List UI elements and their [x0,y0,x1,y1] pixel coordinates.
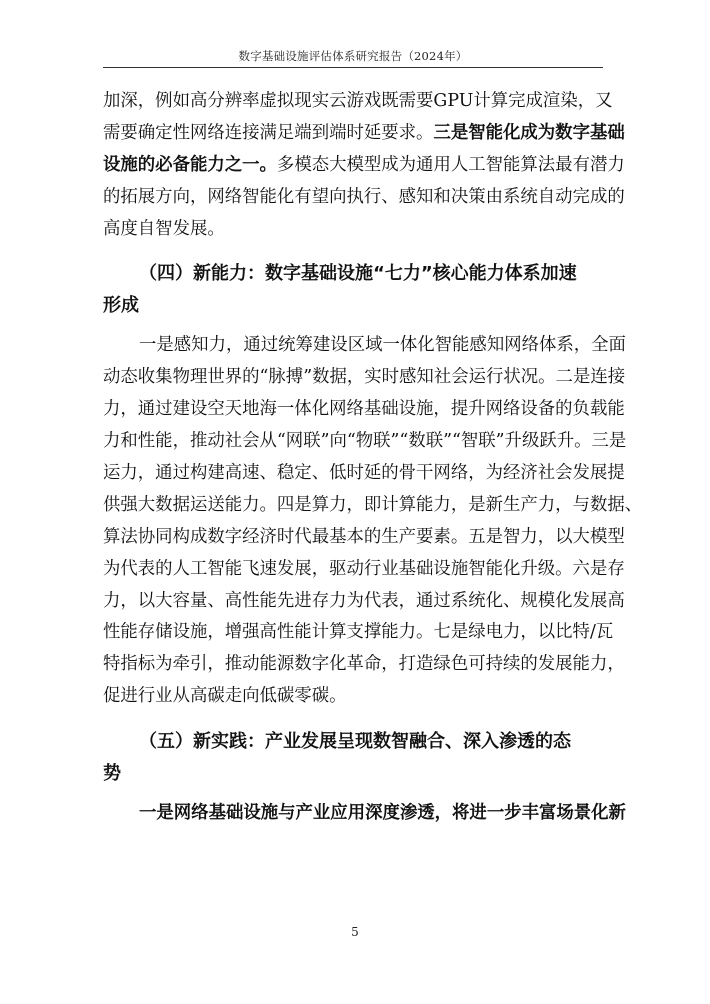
emphasis-line: 一是网络基础设施与产业应用深度渗透，将进一步丰富场景化新 [139,803,626,824]
text-line: 运力，通过构建高速、稳定、低时延的骨干网络，为经济社会发展提 [103,463,625,484]
emphasis-text: 设施的必备能力之一。 [103,154,277,175]
paragraph-seven-capabilities [103,330,643,713]
text-line: 高度自智发展。 [103,218,225,239]
text-line: 特指标为牵引，推动能源数字化革命，打造绿色可持续的发展能力， [103,654,625,675]
emphasis-text: 三是智能化成为数字基础 [433,122,625,143]
running-header: 数字基础设施评估体系研究报告（2024年） [238,49,468,63]
text-line: 为代表的人工智能飞速发展，驱动行业基础设施智能化升级。六是存 [103,558,625,579]
text-line: 促进行业从高碳走向低碳零碳。 [103,686,347,707]
section-heading-5-continued: 势 [103,763,121,785]
text-line: 力，以大容量、高性能先进存力为代表，通过系统化、规模化发展高 [103,590,625,611]
text-line: 加深，例如高分辨率虚拟现实云游戏既需要GPU计算完成渲染，又 [103,91,613,111]
text-line: 算法协同构成数字经济时代最基本的生产要素。五是智力，以大模型 [103,526,625,547]
text-line: 的拓展方向，网络智能化有望向执行、感知和决策由系统自动完成的 [103,186,625,207]
text-line: 力和性能，推动社会从“网联”向“物联”“数联”“智联”升级跃升。三是 [103,431,627,452]
section-heading-4-continued: 形成 [103,295,139,317]
section-heading-4: （四）新能力：数字基础设施“七力”核心能力体系加速 [139,263,577,285]
paragraph-intelligence [103,86,625,245]
text-line: 供强大数据运送能力。四是算力，即计算能力，是新生产力，与数据、 [103,494,643,515]
text-line: 性能存储设施，增强高性能计算支撑能力。七是绿电力，以比特/瓦 [103,622,614,643]
paragraph-network-industry [103,798,626,830]
text-line [103,118,625,150]
page-body [103,86,643,830]
text-run: 多模态大模型成为通用人工智能算法最有潜力 [276,154,625,175]
text-line: 力，通过建设空天地海一体化网络基础设施，提升网络设备的负载能 [103,399,625,420]
page-number: 5 [351,925,359,939]
text-line: 动态收集物理世界的“脉搏”数据，实时感知社会运行状况。二是连接 [103,367,626,388]
section-heading-5: （五）新实践：产业发展呈现数智融合、深入渗透的态 [139,731,571,753]
text-line: 一是感知力，通过统筹建设区域一体化智能感知网络体系，全面 [139,335,626,356]
text-run: 需要确定性网络连接满足端到端时延要求。 [103,122,434,143]
text-line [103,150,625,182]
header-divider [103,67,603,68]
